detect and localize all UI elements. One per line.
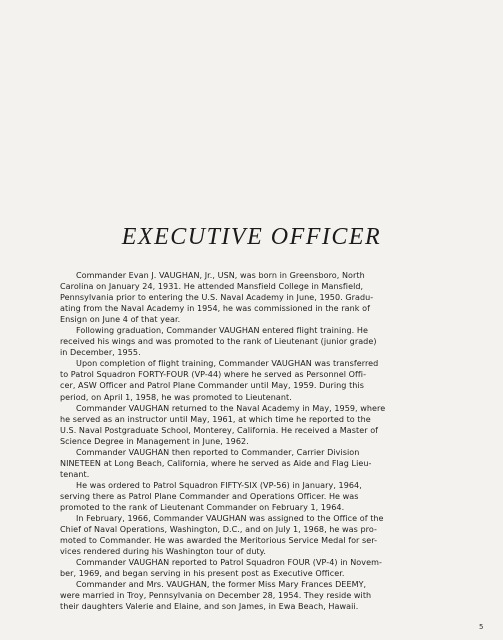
- text-line: Commander and Mrs. VAUGHAN, the former Miss Mary Frances DEEMY,: [76, 580, 367, 590]
- text-line: moted to Commander. He was awarded the Meritorious Service Medal for ser-: [60, 536, 378, 546]
- text-line: their daughters Valerie and Elaine, and son James, in Ewa Beach, Hawaii.: [60, 602, 359, 612]
- text-line: He was ordered to Patrol Squadron FIFTY-SIX (VP-56) in January, 1964,: [76, 480, 362, 490]
- text-line: were married in Troy, Pennsylvania on December 28, 1954. They reside with: [60, 591, 372, 601]
- text-line: In February, 1966, Commander VAUGHAN was assigned to the Office of the: [76, 514, 384, 524]
- text-line: he served as an instructor until May, 1961, at which time he reported to the: [60, 414, 371, 424]
- paragraph: [60, 325, 447, 358]
- text-line: Carolina on January 24, 1931. He attended Mansfield College in Mansfield,: [60, 282, 364, 292]
- text-line: Commander VAUGHAN returned to the Naval Academy in May, 1959, where: [76, 403, 386, 413]
- text-line: Science Degree in Management in June, 1962.: [60, 436, 249, 446]
- paragraph: [60, 579, 447, 612]
- paragraph: [60, 358, 447, 402]
- text-line: Ensign on June 4 of that year.: [60, 315, 181, 325]
- text-line: Commander VAUGHAN reported to Patrol Squadron FOUR (VP-4) in Novem-: [76, 558, 382, 568]
- text-line: vices rendered during his Washington tour of duty.: [60, 547, 266, 557]
- text-line: Chief of Naval Operations, Washington, D.C., and on July 1, 1968, he was pro-: [60, 525, 377, 535]
- page-title: EXECUTIVE OFFICER: [121, 224, 382, 250]
- text-line: tenant.: [60, 469, 90, 479]
- text-line: Commander VAUGHAN then reported to Commander, Carrier Division: [76, 447, 360, 457]
- paragraph: [60, 403, 447, 447]
- text-line: U.S. Naval Postgraduate School, Monterey, California. He received a Master of: [60, 425, 379, 435]
- paragraph: [60, 513, 447, 557]
- text-line: Following graduation, Commander VAUGHAN entered flight training. He: [76, 326, 368, 336]
- text-line: serving there as Patrol Plane Commander and Operations Officer. He was: [60, 491, 359, 501]
- biography-text: [60, 270, 447, 612]
- paragraph: [60, 557, 447, 579]
- text-line: Pennsylvania prior to entering the U.S. Naval Academy in June, 1950. Gradu-: [60, 293, 374, 303]
- text-line: promoted to the rank of Lieutenant Commander on February 1, 1964.: [60, 502, 345, 512]
- text-line: ber, 1969, and began serving in his present post as Executive Officer.: [60, 569, 345, 579]
- text-line: to Patrol Squadron FORTY-FOUR (VP-44) where he served as Personnel Offi-: [60, 370, 367, 380]
- text-line: received his wings and was promoted to the rank of Lieutenant (junior grade): [60, 337, 377, 347]
- paragraph: [60, 447, 447, 480]
- text-line: ating from the Naval Academy in 1954, he was commissioned in the rank of: [60, 304, 370, 314]
- text-line: cer, ASW Officer and Patrol Plane Commander until May, 1959. During this: [60, 381, 364, 391]
- paragraph: [60, 270, 447, 325]
- text-line: period, on April 1, 1958, he was promoted to Lieutenant.: [60, 392, 292, 402]
- text-line: Upon completion of flight training, Commander VAUGHAN was transferred: [76, 359, 379, 369]
- page-number: 5: [479, 623, 484, 631]
- paragraph: [60, 480, 447, 513]
- text-line: Commander Evan J. VAUGHAN, Jr., USN, was born in Greensboro, North: [76, 271, 365, 280]
- text-line: NINETEEN at Long Beach, California, where he served as Aide and Flag Lieu-: [60, 458, 372, 468]
- text-line: in December, 1955.: [60, 348, 141, 358]
